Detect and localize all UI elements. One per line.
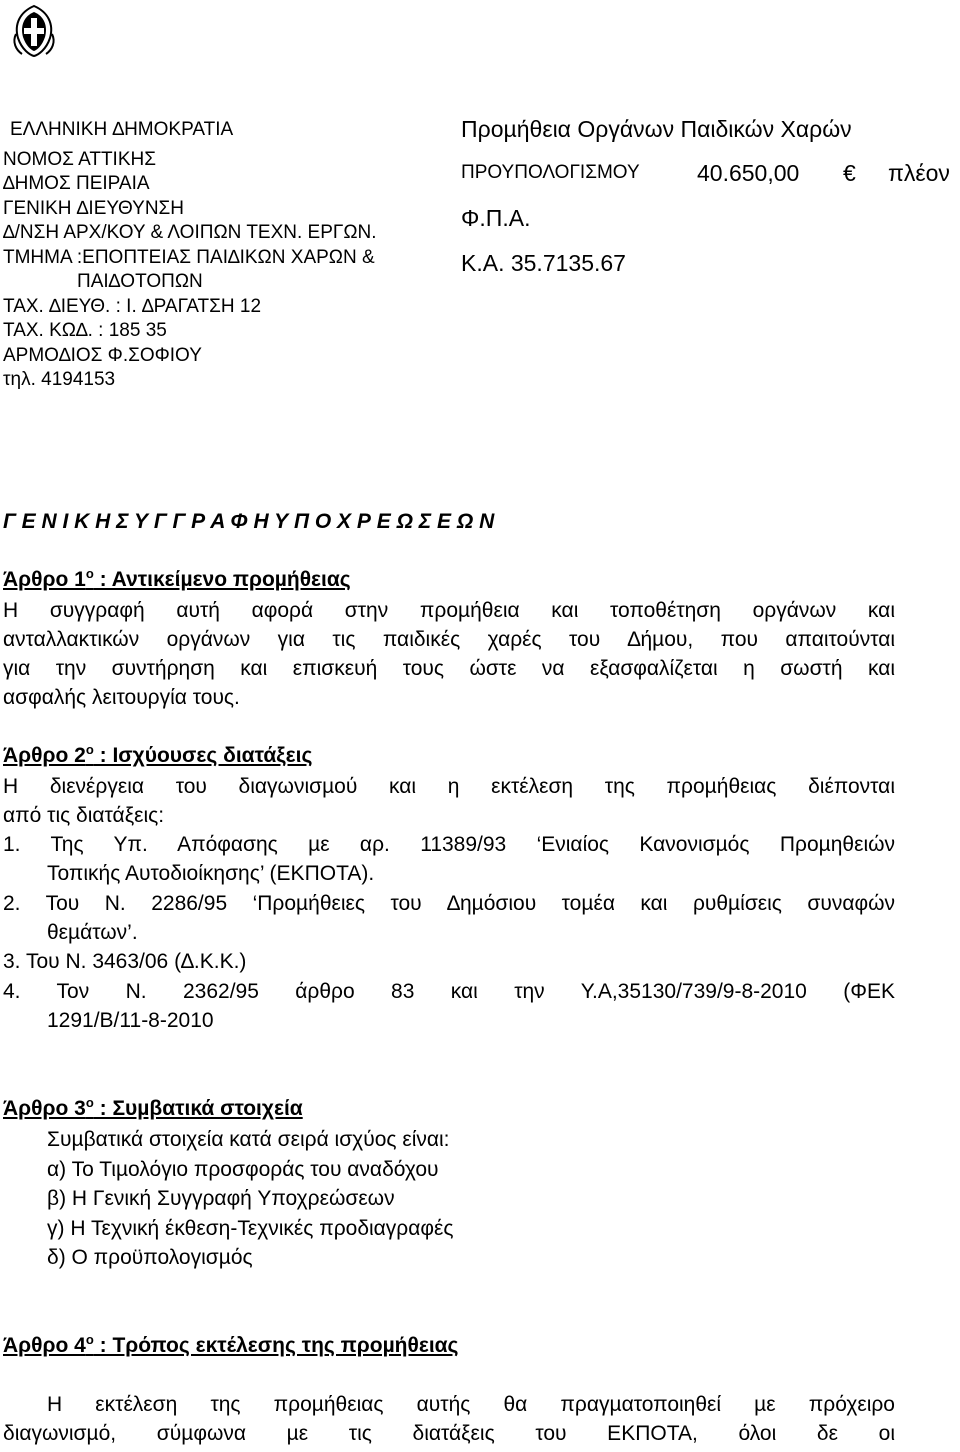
article-4-line: διαγωνισµό, σύµφωνα µε τις διατάξεις του ΕΚΠΟΤΑ, όλοι δε οι: [3, 1422, 895, 1445]
header-address: ΤΑΧ. ∆ΙΕΥΘ. : Ι. ∆ΡΑΓΑΤΣΗ 12: [3, 296, 262, 317]
article-4-heading: Άρθρο $4^o$ : Τρόπος εκτέλεσης της προµήθειας: [3, 1332, 459, 1357]
budget-label: ΠΡΟΥΠΟΛΟΓΙΣΜΟΥ: [461, 162, 640, 183]
article-2-item: 1. Της Υπ. Απόφασης µε αρ. 11389/93 ‘Ενιαίος Κανονισµός Προµηθειών: [3, 833, 895, 856]
procurement-title: Προµήθεια Οργάνων Παιδικών Χαρών: [461, 116, 852, 142]
vat-label: Φ.Π.Α.: [461, 205, 531, 231]
budget-code: Κ.Α. 35.7135.67: [461, 250, 626, 276]
article-1-line: ασφαλής λειτουργία τους.: [3, 686, 240, 709]
article-3-line: γ) Η Τεχνική έκθεση-Τεχνικές προδιαγραφές: [47, 1217, 454, 1240]
header-municipality: ∆ΗΜΟΣ ΠΕΙΡΑΙΑ: [3, 173, 150, 194]
article-3-heading: Άρθρο $3^o$ : Συµβατικά στοιχεία: [3, 1095, 303, 1120]
header-directorate: ∆/ΝΣΗ ΑΡΧ/ΚΟΥ & ΛΟΙΠΩΝ ΤΕΧΝ. ΕΡΓΩΝ.: [3, 222, 377, 243]
article-1-line: ανταλλακτικών οργάνων για τις παιδικές χαρές του ∆ήµου, που απαιτούνται: [3, 628, 895, 651]
header-directorate-general: ΓΕΝΙΚΗ ∆ΙΕΥΘΥΝΣΗ: [3, 198, 185, 219]
greek-emblem-icon: [8, 4, 60, 58]
header-department-cont: ΠΑΙ∆ΟΤΟΠΩΝ: [77, 271, 203, 292]
header-phone: τηλ. 4194153: [3, 369, 116, 390]
article-2-item: 2. Του Ν. 2286/95 ‘Προµήθειες του ∆ηµόσιου τοµέα και ρυθµίσεις συναφών: [3, 892, 895, 915]
header-prefecture: ΝΟΜΟΣ ΑΤΤΙΚΗΣ: [3, 149, 156, 170]
article-3-line: α) Το Τιµολόγιο προσφοράς του αναδόχου: [47, 1158, 439, 1181]
article-2-item: Τοπικής Αυτοδιοίκησης’ (ΕΚΠΟΤΑ).: [47, 862, 375, 885]
currency-symbol: €: [843, 160, 856, 186]
header-country: ΕΛΛΗΝΙΚΗ ∆ΗΜΟΚΡΑΤΙΑ: [10, 119, 234, 140]
article-1-line: Η συγγραφή αυτή αφορά στην προµήθεια και τοποθέτηση οργάνων και: [3, 599, 895, 622]
header-department: ΤΜΗΜΑ :ΕΠΟΠΤΕΙΑΣ ΠΑΙ∆ΙΚΩΝ ΧΑΡΩΝ &: [3, 247, 375, 268]
header-responsible: ΑΡΜΟ∆ΙΟΣ Φ.ΣΟΦΙΟΥ: [3, 345, 202, 366]
article-2-line: Η διενέργεια του διαγωνισµού και η εκτέλεση της προµήθειας διέπονται: [3, 775, 895, 798]
article-2-line: από τις διατάξεις:: [3, 804, 165, 827]
document-title: Γ Ε Ν Ι Κ Η Σ Υ Γ Γ Ρ Α Φ Η Υ Π Ο Χ Ρ Ε Ω Σ Ε Ω Ν: [3, 510, 495, 533]
header-postcode: ΤΑΧ. ΚΩ∆. : 185 35: [3, 320, 167, 341]
article-2-heading: Άρθρο $2^o$ : Ισχύουσες διατάξεις: [3, 742, 313, 767]
article-2-item: 3. Του Ν. 3463/06 (∆.Κ.Κ.): [3, 950, 247, 973]
article-1-heading: Άρθρο $1^o$ : Αντικείµενο προµήθειας: [3, 566, 351, 591]
article-2-item: 4. Τον Ν. 2362/95 άρθρο 83 και την Υ.Α,35130/739/9-8-2010 (ΦΕΚ: [3, 980, 895, 1003]
article-3-line: Συµβατικά στοιχεία κατά σειρά ισχύος είναι:: [47, 1128, 450, 1151]
article-2-item: 1291/Β/11-8-2010: [47, 1009, 214, 1032]
article-2-item: θεµάτων’.: [47, 921, 138, 944]
article-3-line: δ) Ο προϋπολογισµός: [47, 1246, 253, 1269]
article-3-line: β) Η Γενική Συγγραφή Υποχρεώσεων: [47, 1187, 395, 1210]
budget-suffix: πλέον: [888, 160, 950, 186]
budget-value: 40.650,00: [697, 160, 800, 186]
article-1-line: για την συντήρηση και επισκευή τους ώστε να εξασφαλίζεται η σωστή και: [3, 657, 895, 680]
article-4-line: Η εκτέλεση της προµήθειας αυτής θα πραγµατοποιηθεί µε πρόχειρο: [47, 1393, 895, 1416]
